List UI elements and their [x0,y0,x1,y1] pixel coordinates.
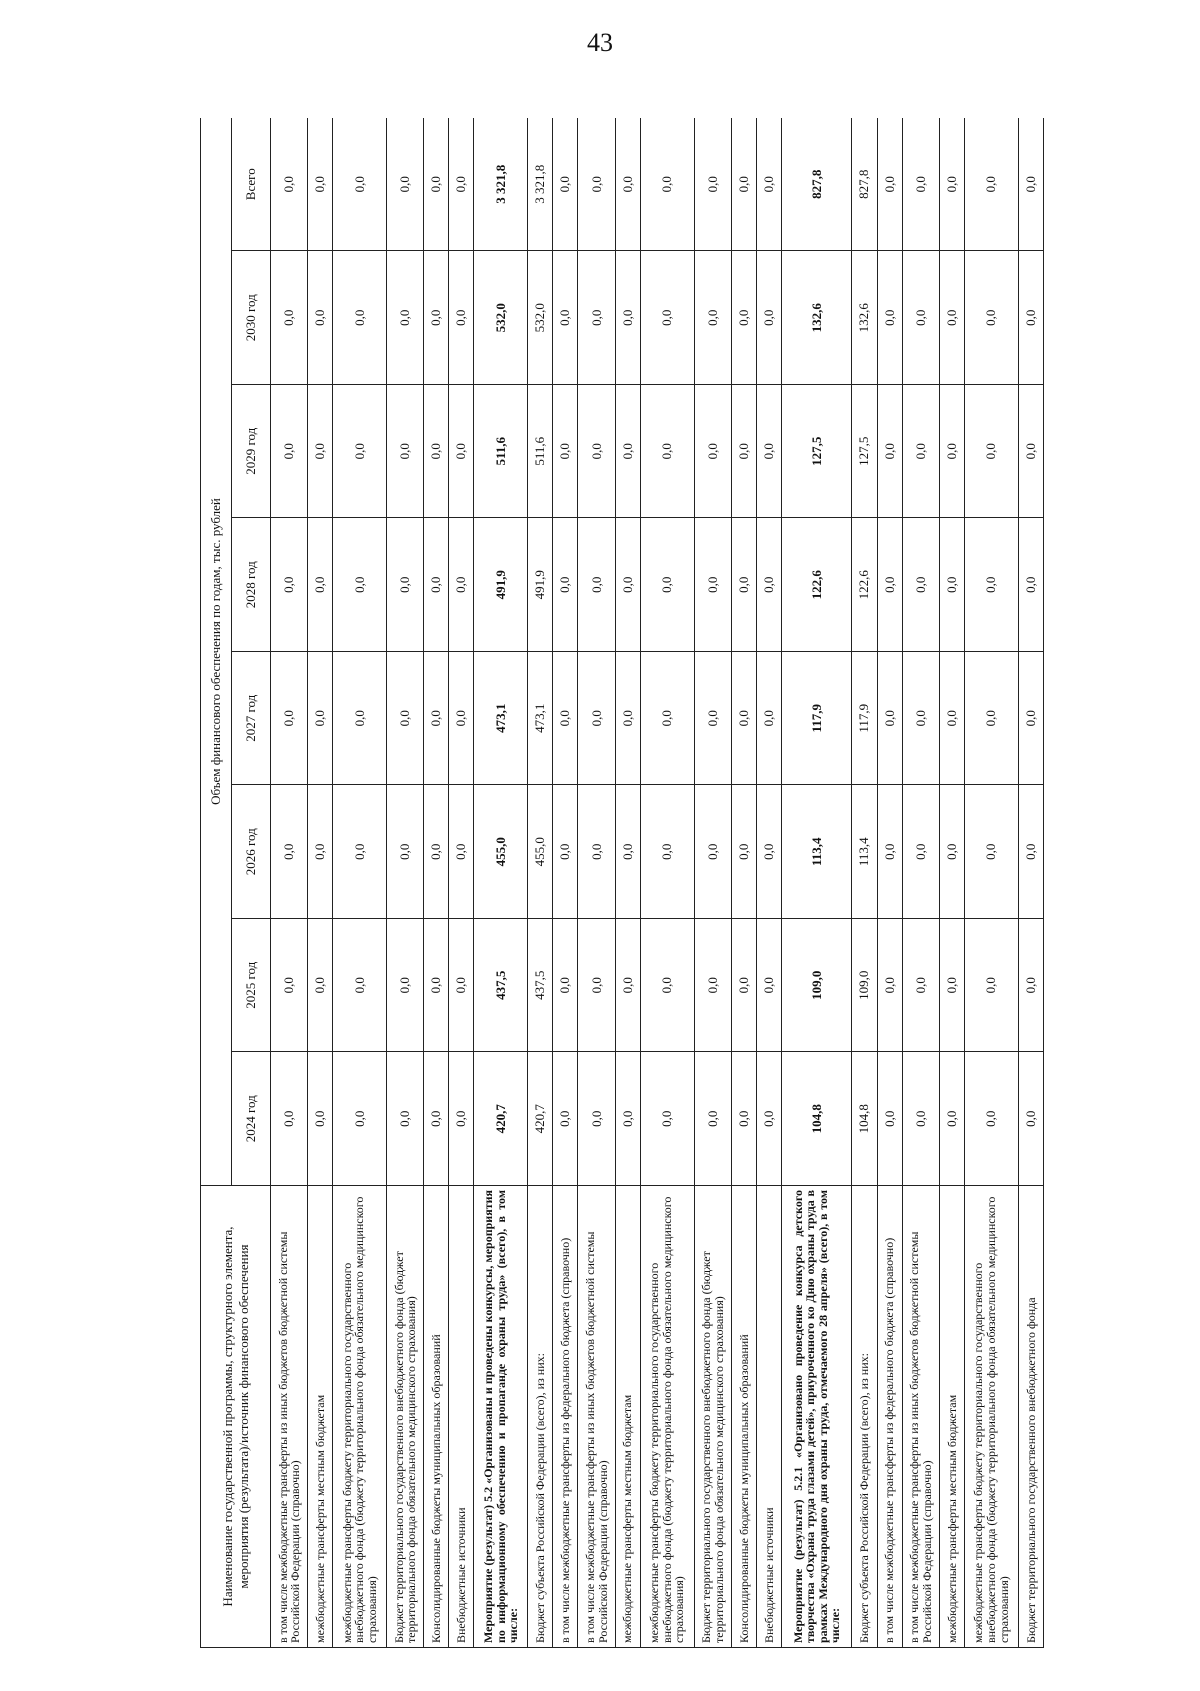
table-row [424,118,449,1648]
header-year: 2030 год [232,251,271,385]
row-name: в том числе межбюджетные трансферты из федерального бюджета (справочно) [553,1186,578,1648]
row-value: 0,0 [424,251,449,385]
row-name: межбюджетные трансферты местным бюджетам [939,1186,964,1648]
row-value: 0,0 [333,785,387,919]
row-value: 0,0 [694,518,731,652]
table-row [474,118,528,1648]
header-year: 2024 год [232,1052,271,1186]
row-value: 473,1 [528,652,553,786]
row-value: 420,7 [474,1052,528,1186]
row-value: 0,0 [333,652,387,786]
row-value: 0,0 [333,919,387,1053]
row-value: 0,0 [756,385,781,519]
table-row [852,118,877,1648]
row-value: 0,0 [271,919,308,1053]
row-value: 0,0 [449,251,474,385]
header-volume: Объем финансового обеспечения по годам, тыс. рублей [201,118,232,1186]
header-total: Всего [232,118,271,251]
row-value: 113,4 [781,785,851,919]
row-value: 0,0 [1018,518,1043,652]
row-value: 0,0 [640,919,694,1053]
row-name: межбюджетные трансферты бюджету территориального государственного внебюджетного фонда (бюджету территориального фонда обязательного медицинского страхования) [964,1186,1018,1648]
row-total: 0,0 [449,118,474,251]
row-value: 0,0 [939,385,964,519]
row-value: 0,0 [387,785,424,919]
table-row [578,118,615,1648]
row-value: 511,6 [528,385,553,519]
row-value: 0,0 [578,251,615,385]
row-value: 0,0 [877,919,902,1053]
row-value: 0,0 [756,1052,781,1186]
row-value: 0,0 [387,919,424,1053]
row-value: 0,0 [308,251,333,385]
header-year: 2027 год [232,652,271,786]
header-row-main [201,118,232,1648]
row-value: 0,0 [333,1052,387,1186]
row-value: 0,0 [731,518,756,652]
row-value: 0,0 [902,652,939,786]
row-value: 0,0 [964,251,1018,385]
row-name: межбюджетные трансферты бюджету территориального государственного внебюджетного фонда (бюджету территориального фонда обязательного медицинского страхования) [333,1186,387,1648]
row-total: 827,8 [781,118,851,251]
row-value: 0,0 [640,785,694,919]
row-total: 0,0 [424,118,449,251]
row-value: 0,0 [615,518,640,652]
row-value: 0,0 [939,251,964,385]
row-name: Бюджет территориального государственного внебюджетного фонда [1018,1186,1043,1648]
row-total: 0,0 [640,118,694,251]
row-value: 0,0 [449,919,474,1053]
row-value: 0,0 [449,785,474,919]
row-value: 0,0 [387,518,424,652]
row-value: 0,0 [964,652,1018,786]
row-value: 0,0 [578,385,615,519]
row-value: 109,0 [781,919,851,1053]
row-value: 0,0 [553,1052,578,1186]
row-value: 0,0 [424,518,449,652]
row-name: межбюджетные трансферты местным бюджетам [615,1186,640,1648]
row-value: 0,0 [449,518,474,652]
table-row [528,118,553,1648]
row-value: 0,0 [387,1052,424,1186]
row-value: 0,0 [756,518,781,652]
row-value: 0,0 [615,385,640,519]
table-row [449,118,474,1648]
row-value: 0,0 [902,1052,939,1186]
row-value: 0,0 [731,251,756,385]
row-value: 0,0 [694,1052,731,1186]
row-value: 0,0 [694,652,731,786]
row-value: 0,0 [424,1052,449,1186]
row-value: 0,0 [553,652,578,786]
table-row [615,118,640,1648]
row-value: 0,0 [756,919,781,1053]
table-row [964,118,1018,1648]
row-value: 0,0 [578,919,615,1053]
row-value: 0,0 [1018,251,1043,385]
row-value: 0,0 [308,518,333,652]
row-value: 0,0 [964,518,1018,652]
table-row [877,118,902,1648]
table-body [271,118,1044,1648]
row-value: 0,0 [387,652,424,786]
row-value: 0,0 [424,785,449,919]
row-value: 0,0 [964,1052,1018,1186]
row-value: 0,0 [640,385,694,519]
row-value: 0,0 [271,1052,308,1186]
row-name: Бюджет территориального государственного внебюджетного фонда (бюджет территориального фонда обязательного медицинского страхования) [694,1186,731,1648]
row-value: 0,0 [1018,919,1043,1053]
row-total: 0,0 [333,118,387,251]
row-value: 0,0 [1018,1052,1043,1186]
table-row [731,118,756,1648]
header-year: 2028 год [232,518,271,652]
row-total: 0,0 [271,118,308,251]
row-value: 0,0 [877,785,902,919]
table-row [640,118,694,1648]
table-row [694,118,731,1648]
row-total: 0,0 [964,118,1018,251]
row-value: 0,0 [1018,385,1043,519]
row-value: 0,0 [877,652,902,786]
table-row [271,118,308,1648]
row-value: 0,0 [333,518,387,652]
row-value: 0,0 [553,518,578,652]
row-total: 0,0 [615,118,640,251]
row-value: 0,0 [964,919,1018,1053]
header-year: 2026 год [232,785,271,919]
row-total: 0,0 [308,118,333,251]
row-name: Мероприятие (результат) 5.2.1 «Организовано проведение конкурса детского творчества «Охрана труда глазами детей», приуроченного ко Дню охраны труда в рамках Международного дня охраны труда, отмечаемого 28 апреля» (всего), в том числе: [781,1186,851,1648]
row-value: 0,0 [731,652,756,786]
table-row [308,118,333,1648]
row-value: 132,6 [781,251,851,385]
row-total: 0,0 [1018,118,1043,251]
row-value: 0,0 [271,385,308,519]
page-number: 43 [587,28,613,57]
row-name: Внебюджетные источники [449,1186,474,1648]
row-value: 0,0 [449,1052,474,1186]
row-value: 0,0 [578,1052,615,1186]
row-value: 0,0 [271,251,308,385]
table-row [1018,118,1043,1648]
row-value: 511,6 [474,385,528,519]
row-value: 0,0 [308,785,333,919]
row-value: 0,0 [424,919,449,1053]
row-value: 0,0 [578,518,615,652]
row-value: 0,0 [424,652,449,786]
row-value: 0,0 [877,385,902,519]
row-value: 437,5 [528,919,553,1053]
row-total: 827,8 [852,118,877,251]
row-value: 0,0 [640,652,694,786]
row-value: 0,0 [1018,785,1043,919]
row-value: 0,0 [640,1052,694,1186]
row-name: Бюджет территориального государственного внебюджетного фонда (бюджет территориального фонда обязательного медицинского страхования) [387,1186,424,1648]
row-value: 0,0 [877,1052,902,1186]
row-value: 0,0 [731,785,756,919]
row-value: 0,0 [939,1052,964,1186]
row-value: 0,0 [939,785,964,919]
row-value: 0,0 [615,652,640,786]
row-value: 0,0 [964,785,1018,919]
row-value: 0,0 [964,385,1018,519]
row-value: 122,6 [852,518,877,652]
row-value: 117,9 [781,652,851,786]
row-value: 0,0 [615,785,640,919]
row-value: 491,9 [528,518,553,652]
row-value: 0,0 [902,385,939,519]
row-value: 0,0 [756,785,781,919]
row-value: 0,0 [756,652,781,786]
row-value: 0,0 [553,919,578,1053]
row-value: 127,5 [852,385,877,519]
row-value: 455,0 [528,785,553,919]
row-value: 0,0 [694,785,731,919]
row-value: 0,0 [271,652,308,786]
row-value: 109,0 [852,919,877,1053]
row-value: 0,0 [1018,652,1043,786]
row-name: Внебюджетные источники [756,1186,781,1648]
row-value: 473,1 [474,652,528,786]
row-value: 0,0 [731,385,756,519]
row-value: 0,0 [694,919,731,1053]
row-total: 0,0 [902,118,939,251]
row-value: 0,0 [939,518,964,652]
row-total: 0,0 [553,118,578,251]
financing-table-container [200,118,1044,1648]
row-value: 0,0 [271,518,308,652]
row-value: 0,0 [731,919,756,1053]
row-value: 104,8 [852,1052,877,1186]
row-total: 0,0 [939,118,964,251]
row-value: 0,0 [877,251,902,385]
row-value: 0,0 [939,919,964,1053]
row-value: 132,6 [852,251,877,385]
row-total: 0,0 [731,118,756,251]
row-value: 0,0 [615,919,640,1053]
row-value: 122,6 [781,518,851,652]
row-value: 117,9 [852,652,877,786]
row-value: 0,0 [449,652,474,786]
row-value: 0,0 [387,251,424,385]
row-total: 3 321,8 [528,118,553,251]
row-value: 0,0 [731,1052,756,1186]
row-value: 0,0 [308,1052,333,1186]
row-value: 0,0 [387,385,424,519]
row-value: 0,0 [308,919,333,1053]
row-value: 0,0 [902,251,939,385]
table-row [333,118,387,1648]
row-value: 0,0 [615,1052,640,1186]
row-value: 0,0 [694,385,731,519]
row-value: 0,0 [578,785,615,919]
row-value: 0,0 [877,518,902,652]
row-value: 0,0 [694,251,731,385]
row-value: 491,9 [474,518,528,652]
row-value: 0,0 [553,385,578,519]
row-name: Мероприятие (результат) 5.2 «Организованы и проведены конкурсы, мероприятия по информационному обеспечению и пропаганде охраны труда» (всего), в том числе: [474,1186,528,1648]
rotated-table-frame [200,118,1044,1648]
row-value: 0,0 [902,518,939,652]
row-name: межбюджетные трансферты местным бюджетам [308,1186,333,1648]
row-name: Бюджет субъекта Российской Федерации (всего), из них: [528,1186,553,1648]
row-total: 0,0 [387,118,424,251]
row-total: 0,0 [578,118,615,251]
row-total: 0,0 [877,118,902,251]
row-value: 0,0 [271,785,308,919]
row-total: 0,0 [756,118,781,251]
row-name: в том числе межбюджетные трансферты из иных бюджетов бюджетной системы Российской Федерации (справочно) [902,1186,939,1648]
row-value: 0,0 [756,251,781,385]
row-value: 0,0 [449,385,474,519]
row-value: 113,4 [852,785,877,919]
row-value: 0,0 [553,785,578,919]
row-value: 0,0 [578,652,615,786]
row-name: межбюджетные трансферты бюджету территориального государственного внебюджетного фонда (бюджету территориального фонда обязательного медицинского страхования) [640,1186,694,1648]
row-value: 420,7 [528,1052,553,1186]
row-value: 0,0 [424,385,449,519]
row-name: Бюджет субъекта Российской Федерации (всего), из них: [852,1186,877,1648]
table-row [781,118,851,1648]
row-value: 0,0 [640,518,694,652]
row-value: 0,0 [902,785,939,919]
table-row [553,118,578,1648]
row-name: Консолидированные бюджеты муниципальных образований [731,1186,756,1648]
row-value: 0,0 [553,251,578,385]
row-name: в том числе межбюджетные трансферты из иных бюджетов бюджетной системы Российской Федерации (справочно) [271,1186,308,1648]
row-value: 0,0 [333,251,387,385]
table-row [387,118,424,1648]
row-value: 437,5 [474,919,528,1053]
row-name: Консолидированные бюджеты муниципальных образований [424,1186,449,1648]
row-name: в том числе межбюджетные трансферты из федерального бюджета (справочно) [877,1186,902,1648]
row-value: 0,0 [308,652,333,786]
header-year: 2025 год [232,919,271,1053]
row-value: 455,0 [474,785,528,919]
table-row [902,118,939,1648]
table-row [939,118,964,1648]
row-value: 0,0 [640,251,694,385]
row-value: 0,0 [308,385,333,519]
row-value: 104,8 [781,1052,851,1186]
row-total: 3 321,8 [474,118,528,251]
row-value: 0,0 [939,652,964,786]
row-value: 0,0 [615,251,640,385]
row-name: в том числе межбюджетные трансферты из иных бюджетов бюджетной системы Российской Федерации (справочно) [578,1186,615,1648]
header-name-column: Наименование государственной программы, структурного элемента, мероприятия (результата)/источник финансового обеспечения [201,1186,271,1648]
row-value: 0,0 [333,385,387,519]
row-value: 532,0 [528,251,553,385]
header-year: 2029 год [232,385,271,519]
row-value: 532,0 [474,251,528,385]
financing-table [200,118,1044,1648]
row-value: 127,5 [781,385,851,519]
table-row [756,118,781,1648]
row-total: 0,0 [694,118,731,251]
row-value: 0,0 [902,919,939,1053]
